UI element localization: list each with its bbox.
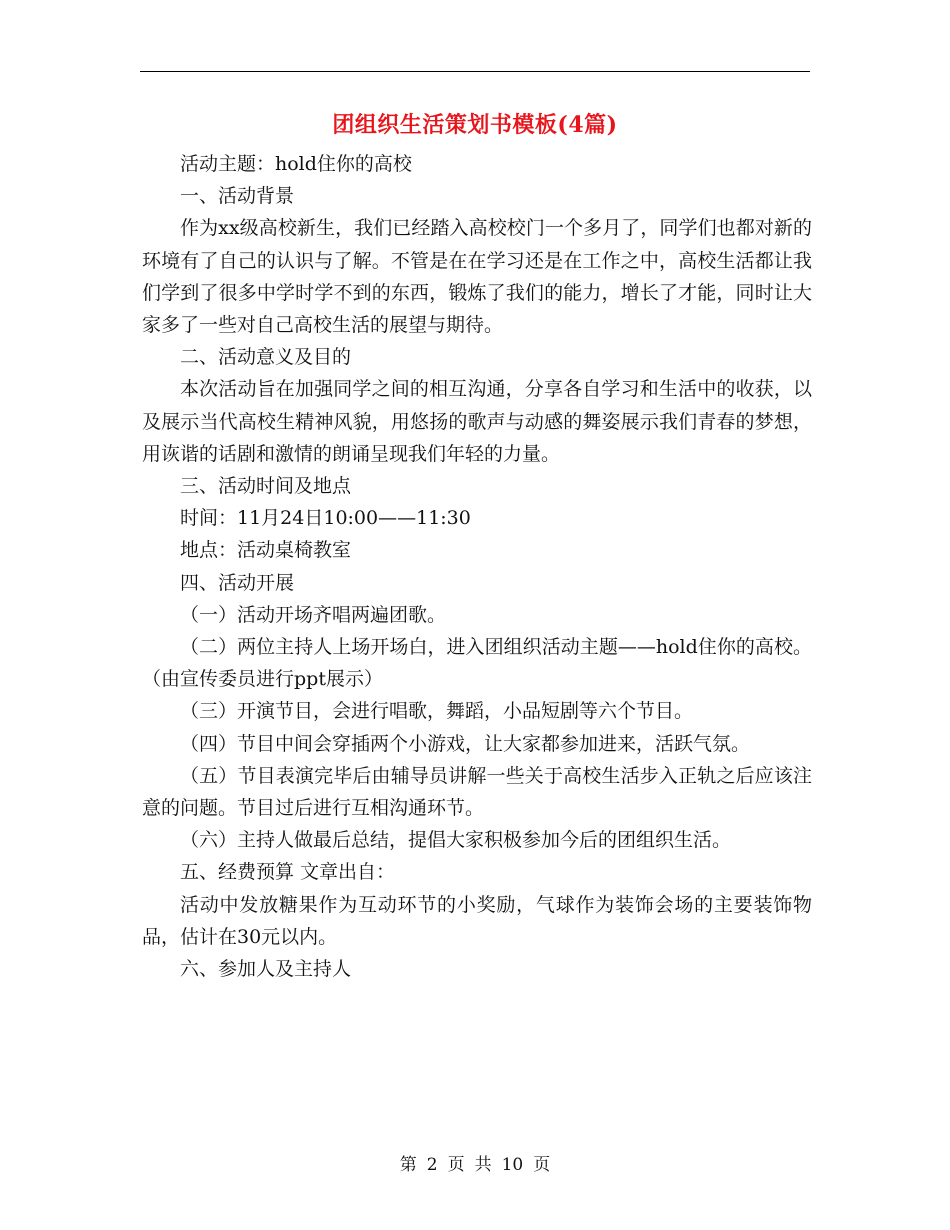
section-heading-time-place: 三、活动时间及地点 xyxy=(180,475,352,498)
footer-page-word: 页 xyxy=(447,1155,465,1175)
section-heading-background: 一、活动背景 xyxy=(180,185,295,208)
paragraph-activity-2: （二）两位主持人上场开场白，进入团组织活动主题——hold住你的高校。（由宣传委员进行ppt展示） xyxy=(142,636,812,691)
document-body xyxy=(142,148,812,985)
paragraph-activity-1: （一）活动开场齐唱两遍团歌。 xyxy=(180,603,447,626)
document-title: 团组织生活策划书模板(4篇) xyxy=(332,112,618,138)
footer-total-pages: 10 xyxy=(501,1155,524,1175)
footer-total-word: 共 xyxy=(474,1155,492,1175)
header-rule xyxy=(140,71,810,72)
paragraph-place: 地点：活动桌椅教室 xyxy=(180,539,352,562)
paragraph-background: 作为xx级高校新生，我们已经踏入高校校门一个多月了，同学们也都对新的环境有了自己的认识与了解。不管是在在学习还是在工作之中，高校生活都让我们学到了很多中学时学不到的东西，锻炼了我们的能力，增长了才能，同时让大家多了一些对自己高校生活的展望与期待。 xyxy=(142,217,812,337)
paragraph-activity-4: （四）节目中间会穿插两个小游戏，让大家都参加进来，活跃气氛。 xyxy=(180,732,751,755)
paragraph-activity-6: （六）主持人做最后总结，提倡大家积极参加今后的团组织生活。 xyxy=(180,829,732,852)
paragraph-time: 时间：11月24日10:00——11:30 xyxy=(180,507,471,530)
section-heading-activities: 四、活动开展 xyxy=(180,571,295,594)
page-footer xyxy=(0,1152,950,1178)
paragraph-activity-5: （五）节目表演完毕后由辅导员讲解一些关于高校生活步入正轨之后应该注意的问题。节目过后进行互相沟通环节。 xyxy=(142,764,812,820)
paragraph-theme: 活动主题：hold住你的高校 xyxy=(180,153,412,175)
paragraph-purpose: 本次活动旨在加强同学之间的相互沟通，分享各自学习和生活中的收获，以及展示当代高校生精神风貌，用悠扬的歌声与动感的舞姿展示我们青春的梦想，用诙谐的话剧和激情的朗诵呈现我们年轻的力量。 xyxy=(142,378,812,465)
footer-current-page: 2 xyxy=(426,1155,438,1175)
paragraph-budget: 活动中发放糖果作为互动环节的小奖励，气球作为装饰会场的主要装饰物品，估计在30元以内。 xyxy=(142,893,812,948)
footer-suffix: 页 xyxy=(533,1155,551,1175)
paragraph-activity-3: （三）开演节目，会进行唱歌，舞蹈，小品短剧等六个节目。 xyxy=(180,700,694,723)
section-heading-participants: 六、参加人及主持人 xyxy=(180,958,352,981)
footer-prefix: 第 xyxy=(399,1155,417,1175)
section-heading-budget: 五、经费预算 文章出自： xyxy=(180,861,396,884)
section-heading-purpose: 二、活动意义及目的 xyxy=(180,346,352,369)
